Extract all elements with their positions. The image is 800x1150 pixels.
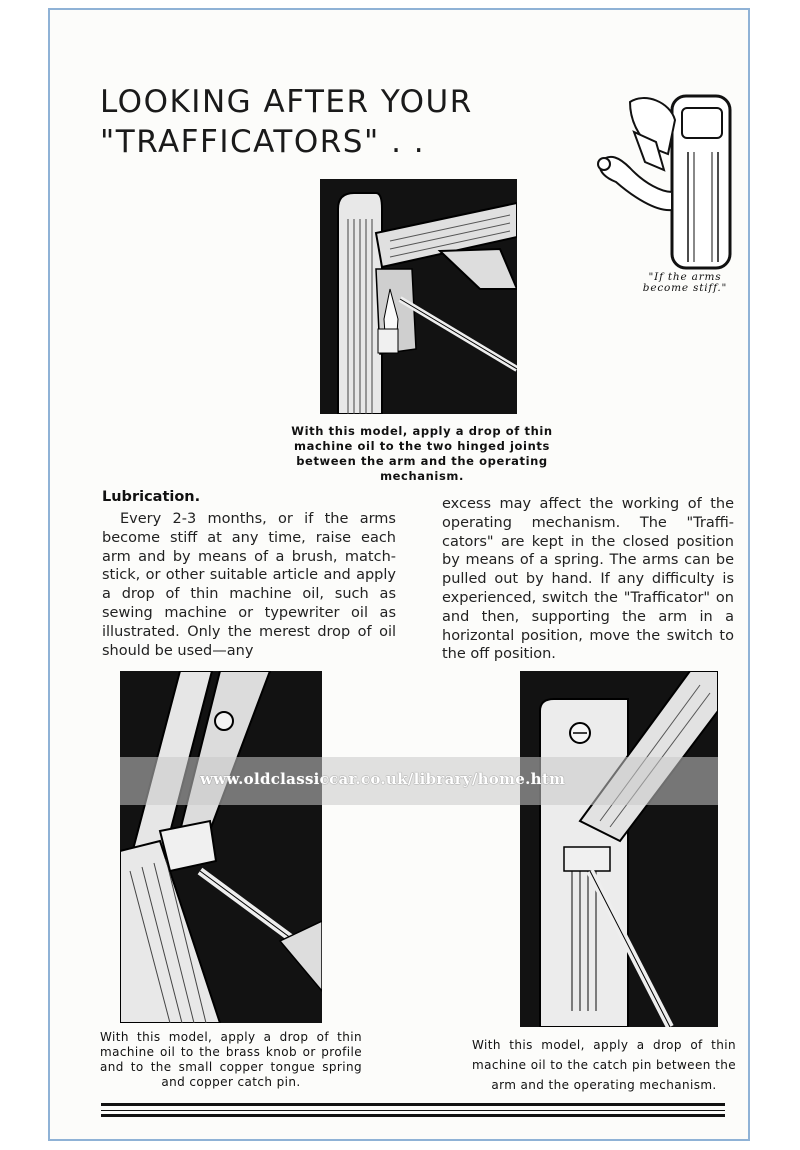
section-heading: Lubrication. <box>102 489 201 505</box>
brass-knob-drawing <box>120 671 322 1023</box>
hinged-joint-drawing <box>320 179 517 414</box>
left-column-text: Every 2-3 months, or if the arms become stiff at any time, raise each arm and by means of a brush, match-stick, or other suitable article and apply a drop of thin machine oil, such as sewing machine or typewriter oil as illustrated. Only the merest drop of oil should be used—any <box>102 511 396 659</box>
footer-rule-bottom <box>101 1114 725 1117</box>
bottom-right-illustration <box>520 671 718 1027</box>
bottom-right-caption: With this model, apply a drop of thin machine oil to the catch pin between the arm and the operating mechanism. <box>472 1038 736 1092</box>
corner-caption: "If the arms become stiff." <box>642 271 728 294</box>
watermark-url-link[interactable]: www.oldclassiccar.co.uk/library/home.htm <box>200 770 566 788</box>
left-column <box>102 510 396 660</box>
oil-can-hand-drawing <box>590 92 740 270</box>
bottom-left-illustration <box>120 671 322 1023</box>
right-column-text: excess may affect the working of the operating mechanism. The "Traffi-cators" are kept in the closed position by means of a spring. The arms can be pulled out by hand. If any difficulty is experienced, switch the "Trafficator" on and then, supporting the arm in a horizontal position, move the switch to the off position. <box>442 496 734 663</box>
top-figure-caption: With this model, apply a drop of thin machine oil to the two hinged joints between the arm and the operating mechanism. <box>291 424 553 483</box>
corner-illustration <box>590 92 740 270</box>
catch-pin-drawing <box>520 671 718 1027</box>
title-line-1: LOOKING AFTER YOUR <box>100 84 473 120</box>
footer-rule-middle <box>101 1110 725 1111</box>
right-column <box>442 495 734 664</box>
title-line-2: "TRAFFICATORS" . . <box>100 124 426 160</box>
top-illustration <box>320 179 517 414</box>
bottom-left-caption: With this model, apply a drop of thin machine oil to the brass knob or profile and to the small copper tongue spring and copper catch pin. <box>100 1030 362 1089</box>
page-title <box>100 82 473 162</box>
footer-rule-top <box>101 1103 725 1106</box>
